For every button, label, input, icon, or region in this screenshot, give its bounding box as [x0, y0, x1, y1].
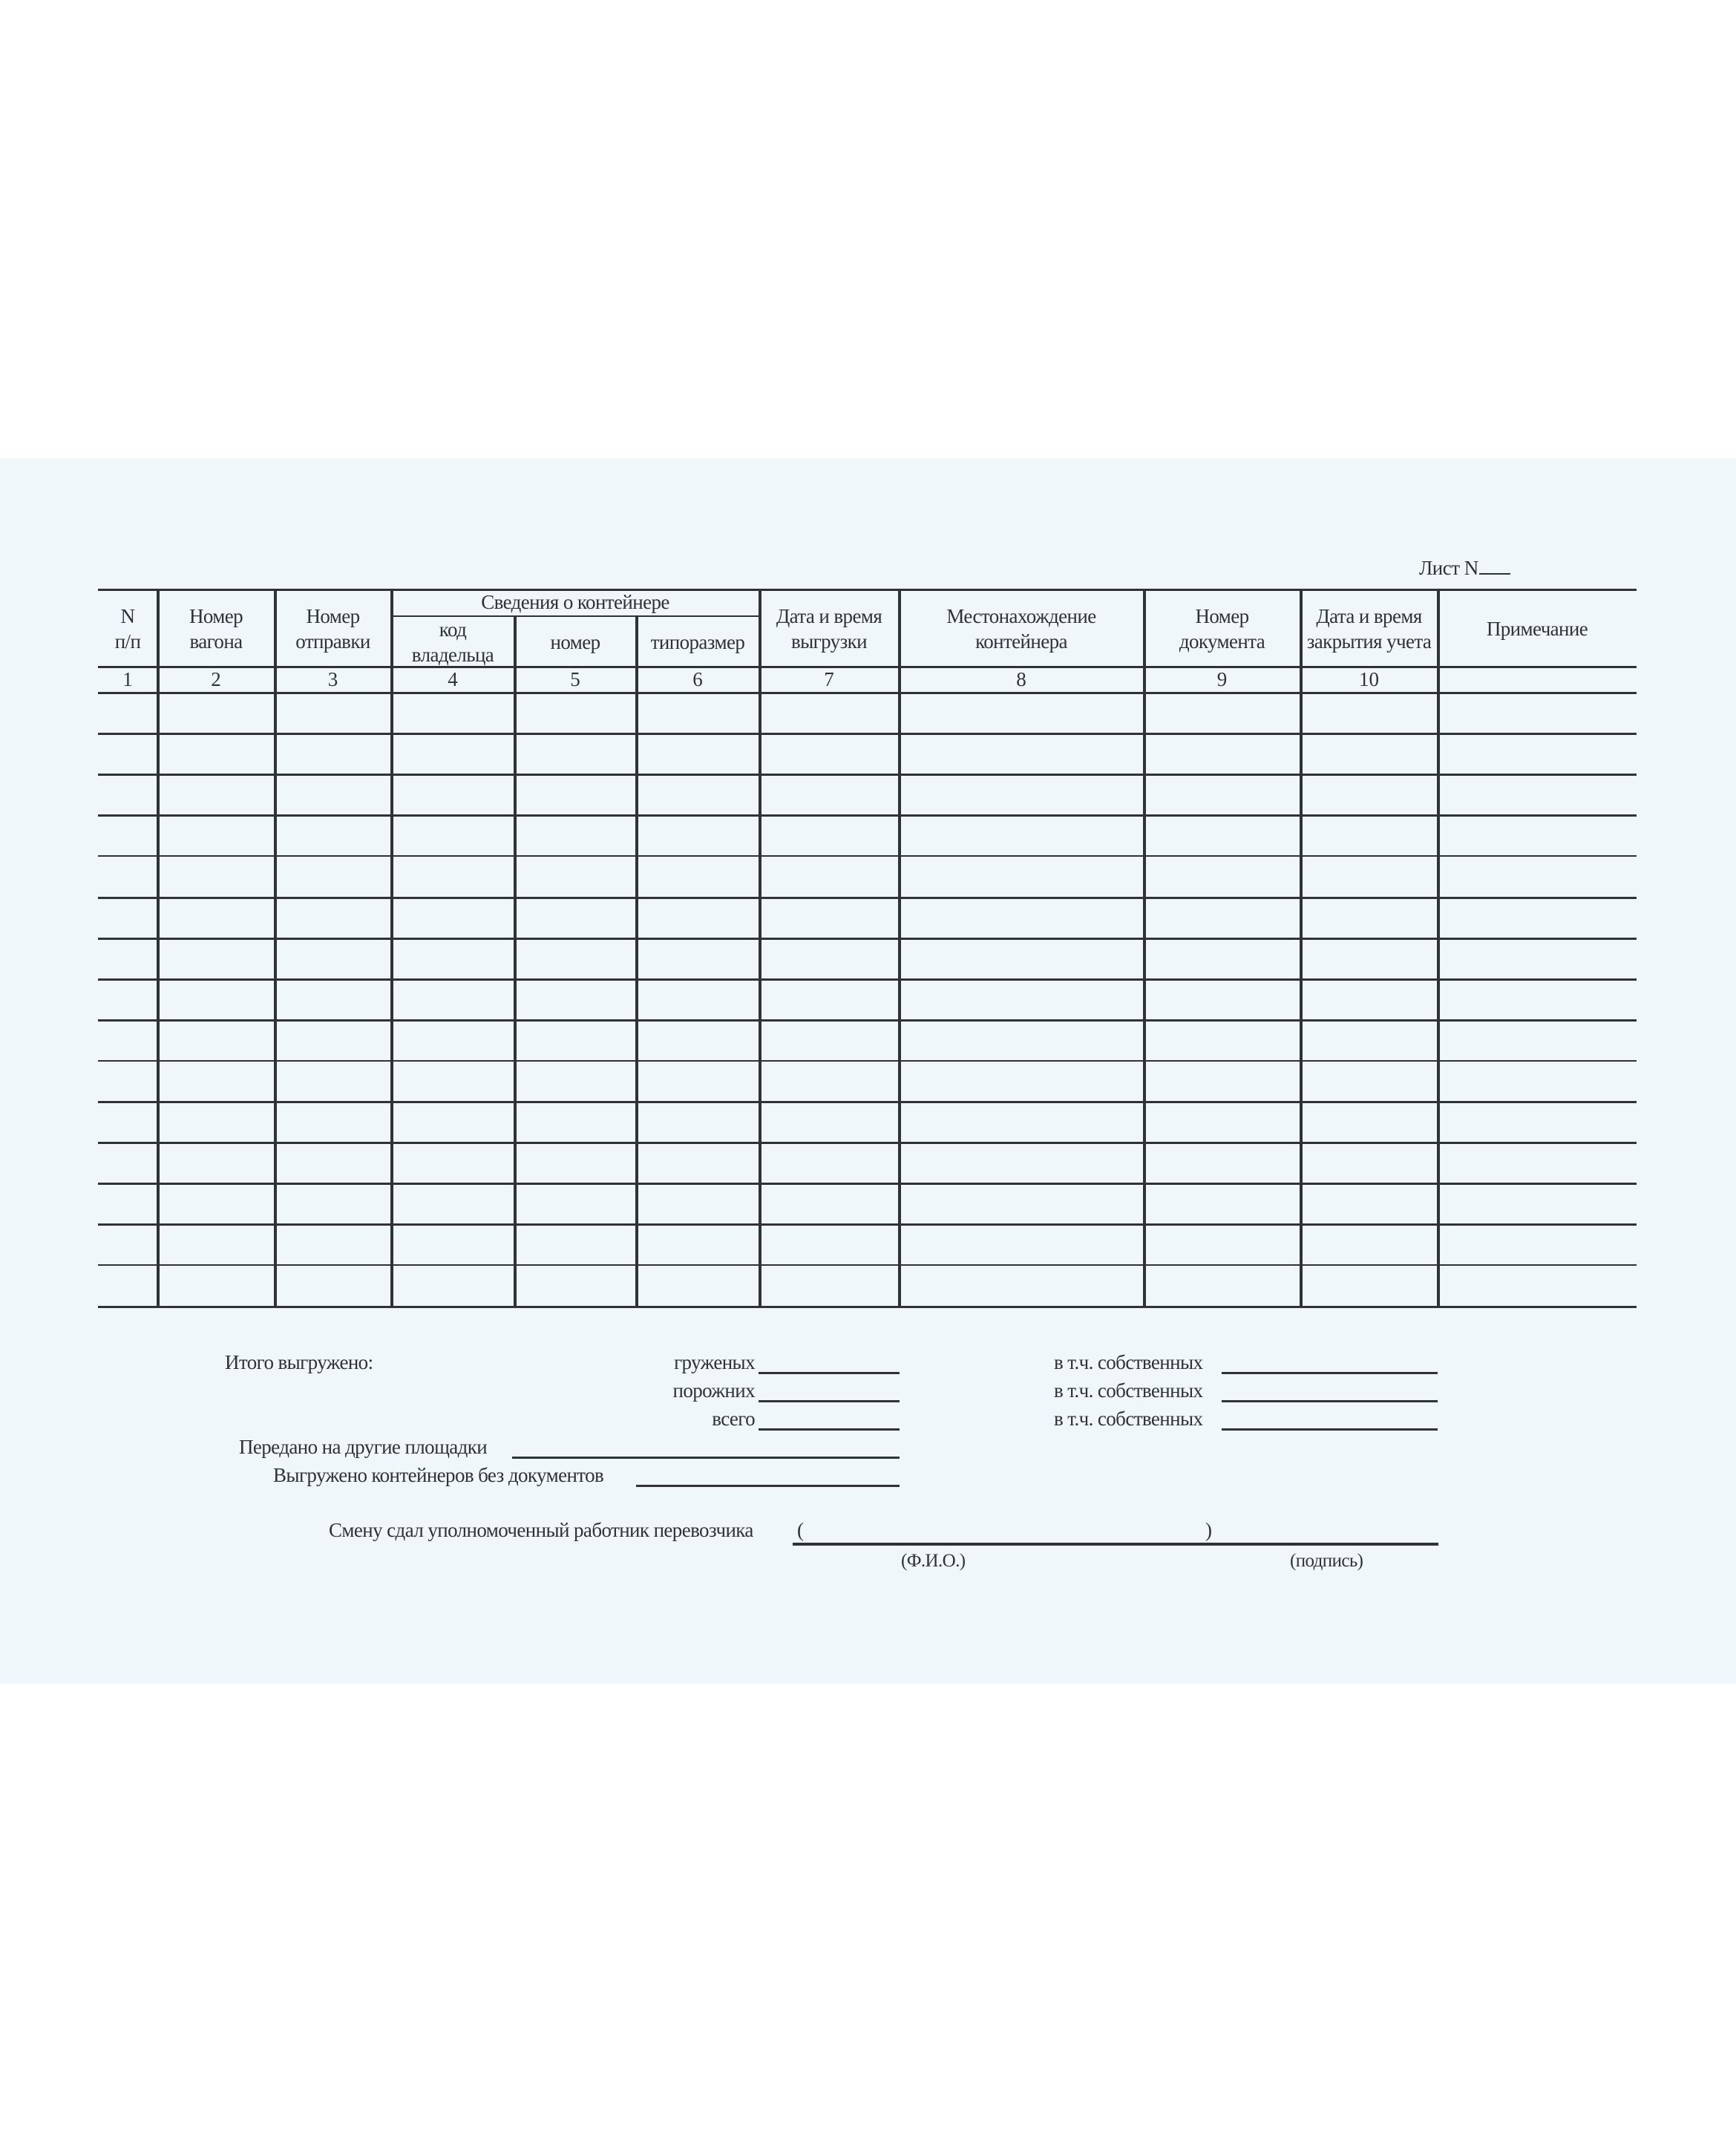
paren-open: (: [797, 1519, 804, 1541]
column-header-1: N: [120, 605, 135, 627]
table-cell[interactable]: [517, 776, 634, 812]
table-cell[interactable]: [638, 857, 757, 894]
table-cell[interactable]: [393, 817, 512, 853]
table-cell[interactable]: [1146, 1022, 1298, 1058]
table-cell[interactable]: [638, 735, 757, 771]
table-cell[interactable]: [901, 735, 1141, 771]
table-cell[interactable]: [277, 981, 389, 1017]
row-divider: [98, 1306, 1637, 1308]
table-cell[interactable]: [1146, 1185, 1298, 1221]
table-cell[interactable]: [1146, 1062, 1298, 1099]
table-cell[interactable]: [638, 1022, 757, 1058]
table-cell[interactable]: [160, 1226, 272, 1262]
table-cell[interactable]: [761, 1226, 897, 1262]
table-top-border: [98, 589, 1637, 591]
table-cell[interactable]: [517, 940, 634, 976]
table-cell[interactable]: [761, 981, 897, 1017]
table-cell[interactable]: [1440, 1144, 1634, 1180]
table-cell[interactable]: [277, 857, 389, 894]
column-header-6: типоразмер: [650, 631, 745, 653]
total-field[interactable]: [759, 1428, 900, 1431]
table-cell[interactable]: [638, 694, 757, 731]
table-cell[interactable]: [901, 940, 1141, 976]
table-cell[interactable]: [901, 1267, 1141, 1303]
table-cell[interactable]: [393, 1022, 512, 1058]
column-number-6: 6: [692, 668, 703, 690]
group-header-container-info: Сведения о контейнере: [481, 591, 669, 613]
table-cell[interactable]: [517, 1267, 634, 1303]
table-cell[interactable]: [393, 1062, 512, 1099]
table-cell[interactable]: [761, 1185, 897, 1221]
table-cell[interactable]: [160, 899, 272, 935]
table-cell[interactable]: [1303, 940, 1435, 976]
own-total-label: в т.ч. собственных: [1054, 1408, 1203, 1430]
table-cell[interactable]: [393, 940, 512, 976]
table-cell[interactable]: [901, 1144, 1141, 1180]
table-cell[interactable]: [1440, 776, 1634, 812]
table-cell[interactable]: [1440, 1185, 1634, 1221]
column-header-10: закрытия учета: [1306, 630, 1432, 653]
no-docs-field[interactable]: [636, 1485, 900, 1487]
column-header-9: Номер: [1195, 605, 1249, 627]
loaded-label: груженых: [674, 1351, 755, 1373]
table-cell[interactable]: [1146, 1103, 1298, 1140]
table-cell[interactable]: [1303, 1062, 1435, 1099]
column-header-7: выгрузки: [790, 630, 868, 653]
table-cell[interactable]: [1146, 857, 1298, 894]
table-cell[interactable]: [517, 1226, 634, 1262]
table-cell[interactable]: [1146, 940, 1298, 976]
column-header-2: Номер: [189, 605, 243, 627]
table-cell[interactable]: [638, 1062, 757, 1099]
table-cell[interactable]: [761, 817, 897, 853]
table-cell[interactable]: [393, 1185, 512, 1221]
column-number-7: 7: [824, 668, 834, 690]
table-cell[interactable]: [761, 940, 897, 976]
table-cell[interactable]: [393, 1144, 512, 1180]
column-number-9: 9: [1216, 668, 1228, 690]
column-header-5: номер: [550, 631, 600, 653]
table-cell[interactable]: [160, 817, 272, 853]
table-cell[interactable]: [160, 1022, 272, 1058]
table-cell[interactable]: [638, 981, 757, 1017]
own-loaded-field[interactable]: [1222, 1372, 1438, 1374]
table-cell[interactable]: [1146, 899, 1298, 935]
table-cell[interactable]: [761, 1022, 897, 1058]
table-cell[interactable]: [761, 776, 897, 812]
table-cell[interactable]: [100, 899, 155, 935]
table-cell[interactable]: [1146, 776, 1298, 812]
table-cell[interactable]: [901, 1103, 1141, 1140]
table-cell[interactable]: [517, 817, 634, 853]
table-cell[interactable]: [100, 1185, 155, 1221]
table-cell[interactable]: [638, 940, 757, 976]
table-cell[interactable]: [901, 694, 1141, 731]
table-cell[interactable]: [517, 1062, 634, 1099]
table-cell[interactable]: [277, 776, 389, 812]
table-cell[interactable]: [1146, 735, 1298, 771]
table-cell[interactable]: [1303, 694, 1435, 731]
column-number-10: 10: [1359, 668, 1379, 690]
table-cell[interactable]: [160, 1185, 272, 1221]
table-cell[interactable]: [517, 1022, 634, 1058]
table-cell[interactable]: [277, 817, 389, 853]
total-label: всего: [712, 1408, 755, 1430]
column-header-8: контейнера: [975, 630, 1067, 653]
table-cell[interactable]: [1440, 735, 1634, 771]
table-cell[interactable]: [393, 1103, 512, 1140]
column-number-2: 2: [211, 668, 221, 690]
table-cell[interactable]: [638, 1267, 757, 1303]
table-cell[interactable]: [901, 1185, 1141, 1221]
table-cell[interactable]: [100, 1103, 155, 1140]
table-cell[interactable]: [100, 981, 155, 1017]
table-cell[interactable]: [1440, 1103, 1634, 1140]
column-number-1: 1: [122, 668, 133, 690]
own-empty-label: в т.ч. собственных: [1054, 1379, 1203, 1402]
own-total-field[interactable]: [1222, 1428, 1438, 1431]
table-cell[interactable]: [277, 899, 389, 935]
shift-handed-label: Смену сдал уполномоченный работник перевозчика: [329, 1519, 753, 1541]
table-cell[interactable]: [277, 1062, 389, 1099]
table-cell[interactable]: [638, 1103, 757, 1140]
table-cell[interactable]: [1440, 817, 1634, 853]
table-cell[interactable]: [160, 1267, 272, 1303]
fio-caption: (Ф.И.О.): [901, 1551, 966, 1571]
table-cell[interactable]: [761, 899, 897, 935]
transferred-label: Передано на другие площадки: [239, 1436, 488, 1458]
table-cell[interactable]: [1440, 694, 1634, 731]
table-cell[interactable]: [1146, 981, 1298, 1017]
table-cell[interactable]: [901, 776, 1141, 812]
table-cell[interactable]: [1303, 776, 1435, 812]
column-header-11: Примечание: [1486, 618, 1588, 640]
table-cell[interactable]: [100, 1144, 155, 1180]
table-cell[interactable]: [393, 1226, 512, 1262]
table-cell[interactable]: [761, 735, 897, 771]
table-cell[interactable]: [1440, 899, 1634, 935]
table-cell[interactable]: [100, 735, 155, 771]
table-cell[interactable]: [901, 857, 1141, 894]
signature-caption: (подпись): [1290, 1551, 1363, 1571]
row-divider: [98, 1060, 1637, 1062]
column-header-8: Местонахождение: [946, 605, 1096, 627]
table-cell[interactable]: [638, 776, 757, 812]
column-number-4: 4: [448, 668, 458, 690]
table-cell[interactable]: [277, 1185, 389, 1221]
table-cell[interactable]: [517, 1185, 634, 1221]
loaded-field[interactable]: [759, 1372, 900, 1374]
table-cell[interactable]: [100, 940, 155, 976]
table-cell[interactable]: [1146, 1267, 1298, 1303]
table-cell[interactable]: [1440, 1062, 1634, 1099]
table-cell[interactable]: [638, 1144, 757, 1180]
table-cell[interactable]: [761, 694, 897, 731]
transferred-field[interactable]: [512, 1457, 900, 1459]
table-cell[interactable]: [393, 899, 512, 935]
table-cell[interactable]: [638, 1185, 757, 1221]
empty-field[interactable]: [759, 1400, 900, 1402]
column-header-3: Номер: [306, 605, 360, 627]
empty-label: порожних: [672, 1379, 755, 1402]
table-cell[interactable]: [100, 1267, 155, 1303]
column-number-8: 8: [1016, 668, 1026, 690]
table-cell[interactable]: [1146, 1144, 1298, 1180]
table-cell[interactable]: [1303, 817, 1435, 853]
table-cell[interactable]: [277, 1144, 389, 1180]
table-cell[interactable]: [160, 694, 272, 731]
table-cell[interactable]: [517, 735, 634, 771]
fio-signature-field[interactable]: [793, 1543, 1438, 1546]
own-empty-field[interactable]: [1222, 1400, 1438, 1402]
table-cell[interactable]: [1146, 694, 1298, 731]
table-cell[interactable]: [160, 981, 272, 1017]
table-cell[interactable]: [901, 1226, 1141, 1262]
table-cell[interactable]: [160, 857, 272, 894]
column-header-2: вагона: [189, 630, 243, 653]
table-cell[interactable]: [277, 735, 389, 771]
table-cell[interactable]: [100, 1062, 155, 1099]
table-cell[interactable]: [393, 776, 512, 812]
table-cell[interactable]: [1440, 1267, 1634, 1303]
table-cell[interactable]: [1303, 1022, 1435, 1058]
table-cell[interactable]: [1146, 1226, 1298, 1262]
column-header-4: код: [439, 618, 467, 641]
table-cell[interactable]: [160, 940, 272, 976]
table-cell[interactable]: [761, 1103, 897, 1140]
column-header-1: п/п: [114, 630, 141, 653]
table-cell[interactable]: [761, 1267, 897, 1303]
column-number-3: 3: [327, 668, 338, 690]
table-cell[interactable]: [160, 1062, 272, 1099]
table-cell[interactable]: [1440, 857, 1634, 894]
table-cell[interactable]: [1303, 735, 1435, 771]
row-divider: [98, 1264, 1637, 1266]
table-cell[interactable]: [1303, 1185, 1435, 1221]
table-cell[interactable]: [517, 694, 634, 731]
table-cell[interactable]: [1440, 1022, 1634, 1058]
table-cell[interactable]: [100, 857, 155, 894]
table-cell[interactable]: [393, 981, 512, 1017]
table-cell[interactable]: [393, 1267, 512, 1303]
table-cell[interactable]: [901, 1022, 1141, 1058]
table-cell[interactable]: [160, 735, 272, 771]
no-docs-label: Выгружено контейнеров без документов: [273, 1464, 604, 1486]
column-header-4: владельца: [411, 644, 494, 666]
table-cell[interactable]: [638, 1226, 757, 1262]
table-cell[interactable]: [1303, 1103, 1435, 1140]
table-cell[interactable]: [761, 857, 897, 894]
table-cell[interactable]: [277, 694, 389, 731]
table-cell[interactable]: [393, 857, 512, 894]
table-cell[interactable]: [517, 1144, 634, 1180]
table-cell[interactable]: [901, 817, 1141, 853]
table-cell[interactable]: [277, 940, 389, 976]
table-cell[interactable]: [901, 981, 1141, 1017]
table-cell[interactable]: [1440, 981, 1634, 1017]
table-cell[interactable]: [160, 1144, 272, 1180]
table-cell[interactable]: [1303, 1226, 1435, 1262]
table-cell[interactable]: [100, 1022, 155, 1058]
table-cell[interactable]: [160, 1103, 272, 1140]
table-cell[interactable]: [393, 694, 512, 731]
table-cell[interactable]: [901, 1062, 1141, 1099]
table-cell[interactable]: [761, 1144, 897, 1180]
table-cell[interactable]: [517, 857, 634, 894]
table-cell[interactable]: [517, 1103, 634, 1140]
sheet-label: Лист N: [1419, 557, 1478, 579]
table-cell[interactable]: [517, 899, 634, 935]
table-cell[interactable]: [1303, 857, 1435, 894]
table-cell[interactable]: [1440, 1226, 1634, 1262]
table-cell[interactable]: [393, 735, 512, 771]
table-cell[interactable]: [277, 1267, 389, 1303]
sheet-number-blank[interactable]: [1479, 557, 1510, 575]
table-cell[interactable]: [638, 817, 757, 853]
table-cell[interactable]: [1303, 1267, 1435, 1303]
own-loaded-label: в т.ч. собственных: [1054, 1351, 1203, 1373]
table-cell[interactable]: [100, 1226, 155, 1262]
table-cell[interactable]: [277, 1022, 389, 1058]
table-cell[interactable]: [1303, 1144, 1435, 1180]
table-cell[interactable]: [638, 899, 757, 935]
table-cell[interactable]: [100, 776, 155, 812]
table-cell[interactable]: [761, 1062, 897, 1099]
table-cell[interactable]: [517, 981, 634, 1017]
column-header-7: Дата и время: [776, 605, 882, 627]
table-cell[interactable]: [160, 776, 272, 812]
table-cell[interactable]: [277, 1226, 389, 1262]
column-number-5: 5: [570, 668, 580, 690]
table-cell[interactable]: [1440, 940, 1634, 976]
sheet-number: [1419, 557, 1510, 580]
table-cell[interactable]: [901, 899, 1141, 935]
column-header-10: Дата и время: [1316, 605, 1422, 627]
paren-close: ): [1205, 1519, 1212, 1541]
row-divider: [98, 855, 1637, 857]
table-cell[interactable]: [277, 1103, 389, 1140]
column-header-3: отправки: [295, 630, 370, 653]
table-cell[interactable]: [100, 817, 155, 853]
table-cell[interactable]: [1303, 981, 1435, 1017]
table-cell[interactable]: [1146, 817, 1298, 853]
table-cell[interactable]: [100, 694, 155, 731]
column-header-9: документа: [1179, 630, 1265, 653]
table-cell[interactable]: [1303, 899, 1435, 935]
total-unloaded-label: Итого выгружено:: [225, 1351, 373, 1373]
